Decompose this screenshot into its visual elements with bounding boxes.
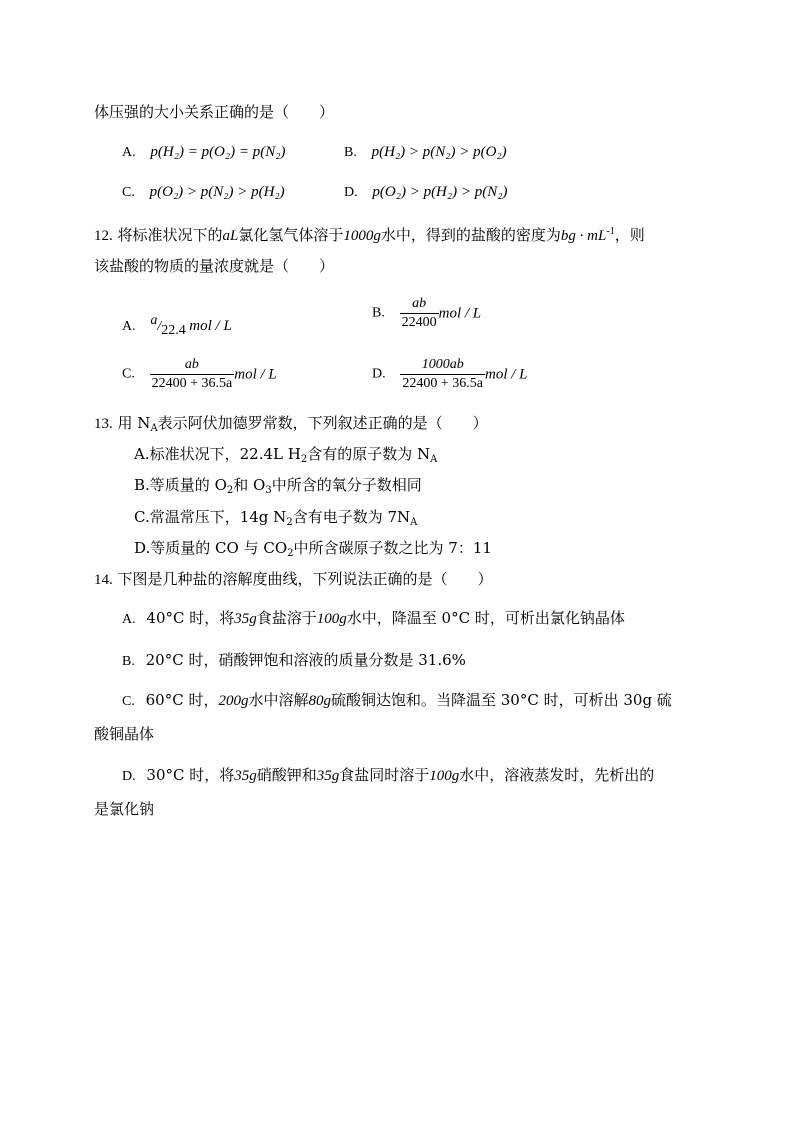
q12-volume: aL [222, 228, 239, 244]
q12-text-2: 氯化氢气体溶于 [238, 226, 344, 244]
q11-option-b[interactable] [344, 141, 507, 163]
option-text: 60°C 时， [145, 691, 219, 709]
q14-stem [94, 569, 493, 590]
option-expr: p(O₂) > p(H₂) > p(N₂) [372, 184, 508, 200]
option-label: B. [134, 476, 150, 494]
q14-option-c[interactable] [122, 690, 672, 712]
fraction-denominator: 22.4 [161, 323, 186, 338]
q12-option-d[interactable] [372, 357, 528, 392]
q14-option-b[interactable] [122, 650, 466, 672]
q14-option-a[interactable] [122, 608, 625, 630]
option-fraction [400, 357, 485, 392]
option-text: 中所含的氧分子数相同 [271, 476, 422, 494]
option-fraction [400, 296, 439, 331]
option-sub: A [430, 454, 438, 465]
option-label: B. [344, 145, 357, 160]
option-text: 和 O [233, 476, 266, 494]
q13-option-d[interactable] [134, 538, 492, 558]
option-text: 常温常压下，14g N [149, 508, 287, 526]
q12-option-a[interactable] [122, 312, 232, 340]
q13-option-c[interactable] [134, 507, 417, 527]
option-fraction: a/22.4 [150, 313, 186, 338]
q11-option-c[interactable] [122, 181, 285, 203]
option-label: B. [122, 654, 135, 669]
q13-stem-sub: A [150, 423, 158, 434]
option-value: 80g [308, 693, 331, 709]
option-value: 35g [234, 768, 257, 784]
option-label: A. [122, 612, 136, 627]
option-label: D. [134, 539, 151, 557]
fraction-numerator: 1000ab [421, 357, 464, 372]
option-unit: mol / L [189, 318, 232, 334]
q13-stem-text: 用 N [117, 414, 151, 432]
q13-option-b[interactable] [134, 475, 422, 495]
q12-text-1: 将标准状况下的 [117, 226, 223, 244]
option-label: C. [122, 694, 135, 709]
option-label: D. [344, 185, 358, 200]
option-text: 硝酸钾和 [256, 766, 317, 784]
q14-stem-text: 下图是几种盐的溶解度曲线，下列说法正确的是（ ） [117, 570, 493, 588]
option-text: 中所含碳原子数之比为 7：11 [293, 539, 492, 557]
q11-option-d[interactable] [344, 181, 507, 203]
option-text: 标准状况下，22.4L H [149, 445, 301, 463]
option-sub: 2 [300, 454, 308, 465]
q14-option-d[interactable] [122, 765, 654, 787]
option-value: 100g [316, 611, 347, 627]
question-number: 12. [94, 228, 113, 244]
option-text: 水中溶解 [248, 691, 309, 709]
q11-stem-tail: 体压强的大小关系正确的是（ ） [94, 103, 335, 121]
option-text: 含有的原子数为 N [307, 445, 431, 463]
option-sub: 2 [226, 485, 234, 496]
option-unit: mol / L [234, 366, 277, 383]
option-label: C. [134, 508, 150, 526]
q14-option-d-line2: 是氯化钠 [94, 800, 155, 818]
option-sub: 2 [287, 548, 294, 559]
option-expr: p(H₂) > p(N₂) > p(O₂) [371, 144, 507, 160]
q12-stem [94, 225, 645, 246]
option-sub: A [410, 517, 418, 528]
fraction-numerator: ab [412, 296, 427, 311]
option-fraction [150, 357, 235, 392]
option-expr: p(H₂) = p(O₂) = p(N₂) [150, 144, 286, 160]
option-label: C. [122, 366, 135, 382]
option-text: 含有电子数为 7N [292, 508, 411, 526]
q13-option-a[interactable] [134, 444, 437, 464]
option-unit: mol / L [438, 305, 482, 322]
option-value: 35g [234, 611, 257, 627]
option-text: 30°C 时，将 [146, 766, 235, 784]
option-value: 100g [429, 768, 460, 784]
fraction-numerator: ab [184, 357, 199, 372]
q12-stem-line2: 该盐酸的物质的量浓度就是（ ） [94, 257, 335, 275]
option-expr: p(O₂) > p(N₂) > p(H₂) [149, 184, 285, 200]
option-label: A. [134, 445, 150, 463]
option-value: 200g [218, 693, 249, 709]
question-number: 14. [94, 572, 113, 588]
q12-water-mass: 1000g [343, 228, 381, 244]
q12-option-c[interactable] [122, 357, 277, 392]
option-text: 水中，降温至 0°C 时，可析出氯化钠晶体 [346, 609, 625, 627]
option-sub: 3 [265, 485, 272, 496]
option-label: D. [122, 769, 136, 784]
fraction-numerator: a [150, 313, 158, 328]
option-text: 硫酸铜达饱和。当降温至 30°C 时，可析出 30g 硫 [330, 691, 672, 709]
option-text: 等质量的 CO 与 CO [150, 539, 288, 557]
q12-text-3: 水中，得到的盐酸的密度为 [380, 226, 561, 244]
q12-text-4: ，则 [614, 226, 645, 244]
option-text: 40°C 时，将 [146, 609, 235, 627]
option-label: A. [122, 319, 136, 334]
q11-option-a[interactable] [122, 141, 285, 163]
q14-option-c-line2: 酸铜晶体 [94, 725, 155, 743]
option-label: D. [372, 366, 386, 382]
q12-option-b[interactable] [372, 296, 481, 331]
fraction-denominator: 22400 + 36.5a [151, 376, 233, 391]
fraction-denominator: 22400 + 36.5a [402, 376, 484, 391]
option-text: 食盐同时溶于 [339, 766, 430, 784]
q13-stem-rest: 表示阿伏加德罗常数，下列叙述正确的是（ ） [157, 414, 488, 432]
option-text: 20°C 时，硝酸钾饱和溶液的质量分数是 31.6% [145, 651, 466, 669]
option-text: 等质量的 O [149, 476, 227, 494]
option-value: 35g [316, 768, 340, 784]
q12-density: bg · mL [560, 228, 607, 244]
option-text: 水中，溶液蒸发时，先析出的 [459, 766, 655, 784]
question-number: 13. [94, 416, 113, 432]
q12-density-exponent: -1 [606, 226, 615, 237]
q13-stem [94, 413, 488, 434]
option-text: 食盐溶于 [256, 609, 317, 627]
option-label: B. [372, 305, 385, 321]
fraction-denominator: 22400 [401, 315, 437, 330]
option-label: C. [122, 185, 135, 200]
option-unit: mol / L [485, 366, 528, 383]
option-label: A. [122, 145, 136, 160]
option-sub: 2 [286, 517, 293, 528]
